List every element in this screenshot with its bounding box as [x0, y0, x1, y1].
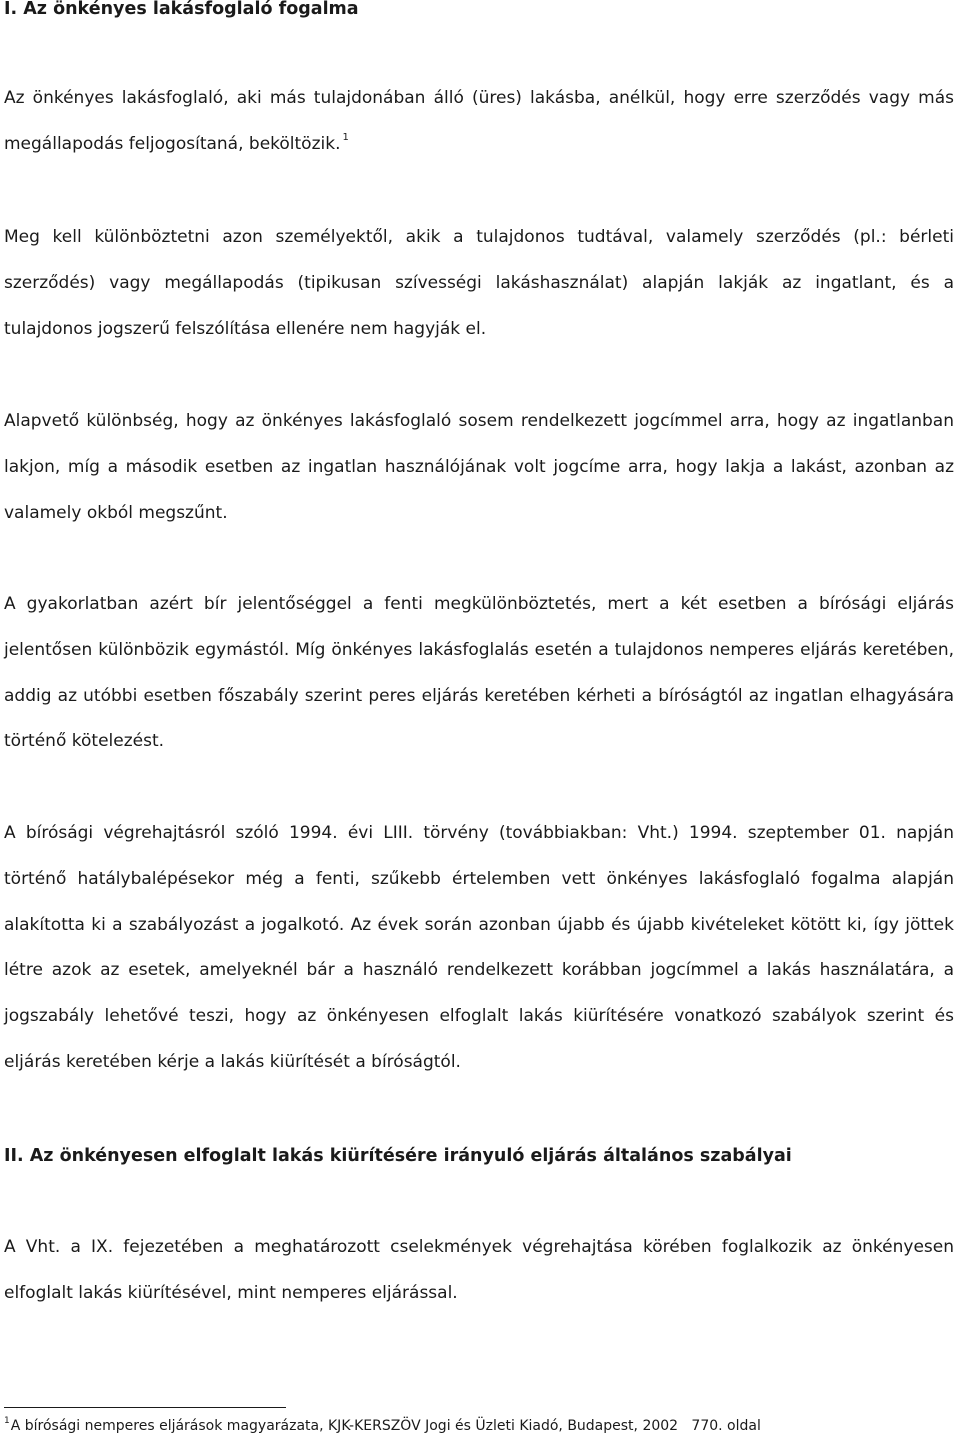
- footnote-reference: 1: [342, 131, 349, 143]
- paragraph-basic-difference: Alapvető különbség, hogy az önkényes lakásfoglaló sosem rendelkezett jogcímmel arra, hogy az ingatlanban lakjon, míg a második esetben az ingatlan használójának volt jogcíme arra, hogy lakja a lakást, azonban az valamely okból megszűnt.: [4, 411, 954, 523]
- paragraph-text: Az önkényes lakásfoglaló, aki más tulajdonában álló (üres) lakásba, anélkül, hogy erre szerződés vagy más megállapodás feljogosítaná, beköltözik.: [4, 88, 954, 154]
- paragraph-definition: [4, 76, 954, 168]
- footnote-number: 1: [4, 1416, 10, 1426]
- section-heading-1: I. Az önkényes lakásfoglaló fogalma: [4, 0, 359, 19]
- paragraph-vht-law: A bírósági végrehajtásról szóló 1994. évi LIII. törvény (továbbiakban: Vht.) 1994. szeptember 01. napján történő hatálybalépésekor még a fenti, szűkebb értelemben vett önkényes lakásfoglaló fogalma alapján alakította ki a szabályozást a jogalkotó. Az évek során azonban újabb és újabb kivételeket kötött ki, így jöttek létre azok az esetek, amelyeknél bár a használó rendelkezett korábban jogcímmel a lakás használatára, a jogszabály lehetővé teszi, hogy az önkényesen elfoglalt lakás kiürítésére vonatkozó szabályok szerint és eljárás keretében kérje a lakás kiürítését a bíróságtól.: [4, 823, 954, 1072]
- footnote-divider: [4, 1407, 286, 1408]
- paragraph-distinction: Meg kell különböztetni azon személyektől, akik a tulajdonos tudtával, valamely szerződés (pl.: bérleti szerződés) vagy megállapodás (tipikusan szívességi lakáshasználat) alapján lakják az ingatlant, és a tulajdonos jogszerű felszólítása ellenére nem hagyják el.: [4, 227, 954, 339]
- section-heading-2: II. Az önkényesen elfoglalt lakás kiürítésére irányuló eljárás általános szabályai: [4, 1146, 792, 1166]
- paragraph-vht-chapter: A Vht. a IX. fejezetében a meghatározott cselekmények végrehajtása körében foglalkozik az önkényesen elfoglalt lakás kiürítésével, mint nemperes eljárással.: [4, 1237, 954, 1303]
- footnote: [4, 1416, 761, 1436]
- paragraph-practice: A gyakorlatban azért bír jelentőséggel a fenti megkülönböztetés, mert a két esetben a bírósági eljárás jelentősen különbözik egymástól. Míg önkényes lakásfoglalás esetén a tulajdonos nemperes eljárás keretében, addig az utóbbi esetben főszabály szerint peres eljárás keretében kérheti a bíróságtól az ingatlan elhagyására történő kötelezést.: [4, 594, 954, 752]
- footnote-text: A bírósági nemperes eljárások magyarázata, KJK-KERSZÖV Jogi és Üzleti Kiadó, Budapest, 2002 770. oldal: [10, 1418, 761, 1434]
- document-page: [4, 0, 954, 1438]
